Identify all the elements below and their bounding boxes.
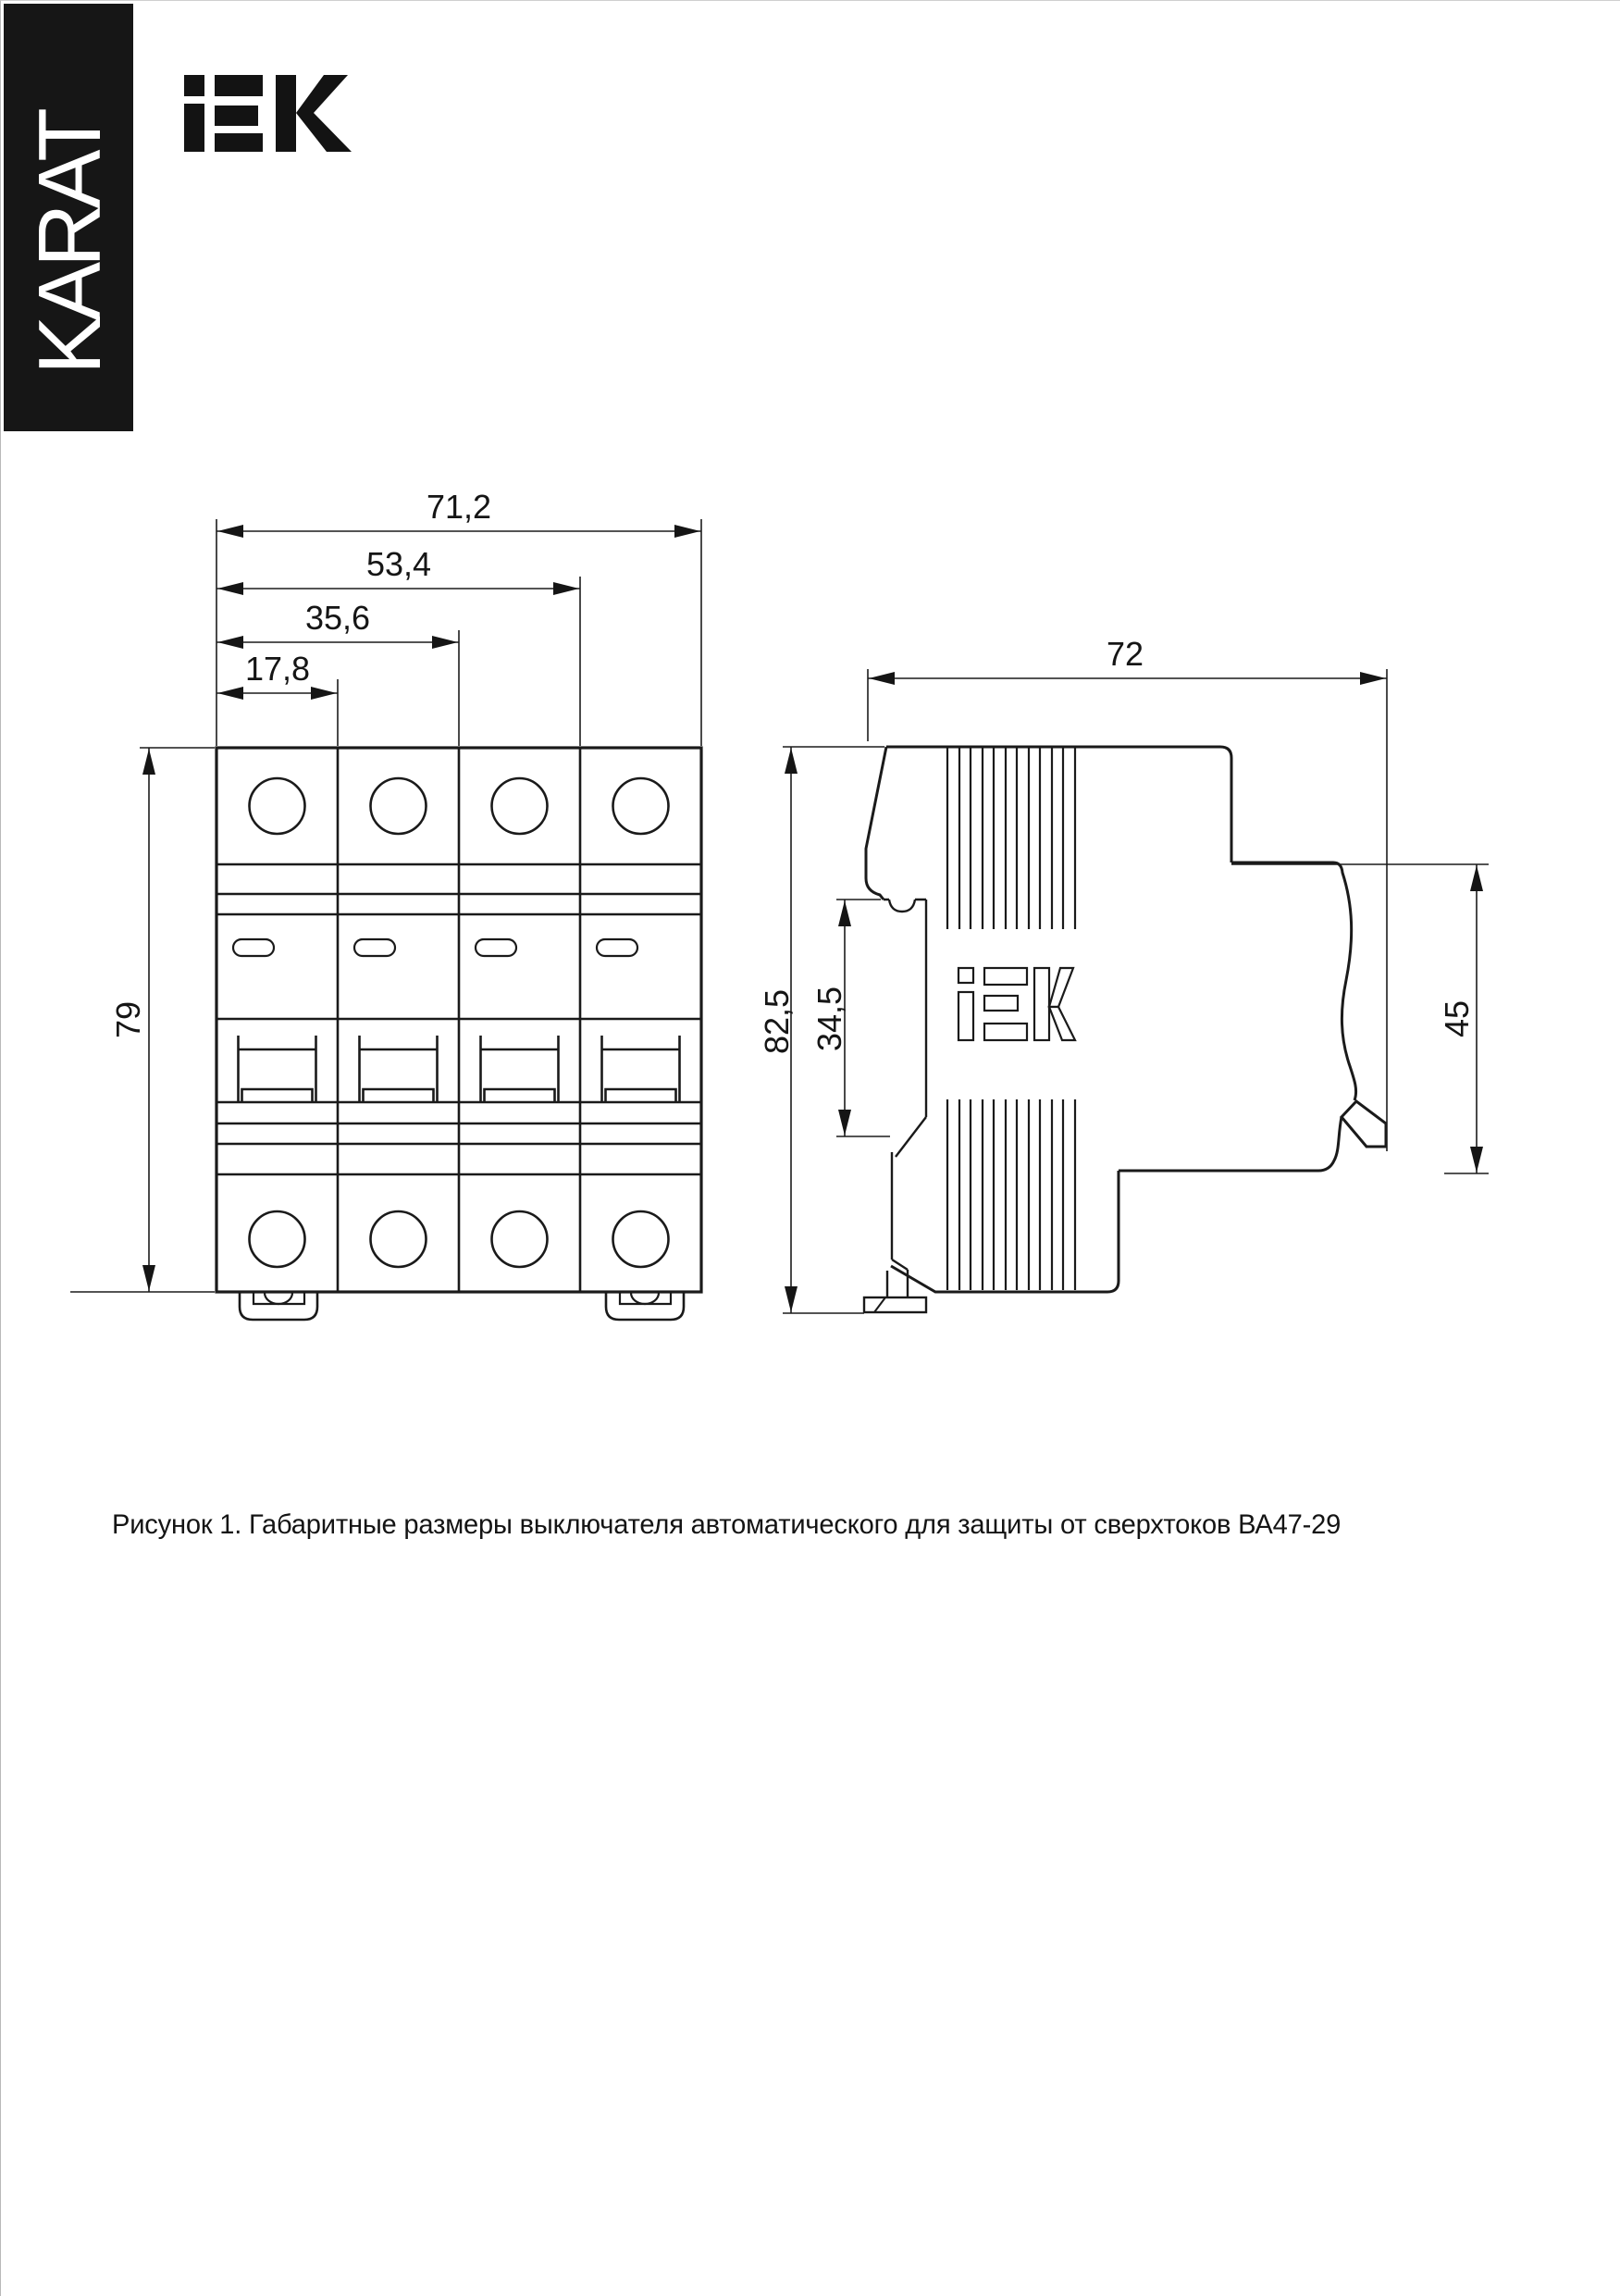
iek-logo-icon <box>184 75 352 152</box>
ribs-top <box>947 747 1075 929</box>
dim-front-height: 79 <box>109 1000 147 1039</box>
dim-side-height-total: 82,5 <box>758 988 796 1055</box>
karat-banner <box>4 4 133 431</box>
side-view-dimensions <box>783 669 1489 1313</box>
side-view <box>864 747 1386 1312</box>
banner-brand-text: KARAT <box>20 113 119 375</box>
front-view-dimensions <box>70 519 701 1292</box>
figure-drawing <box>1 1 1620 2296</box>
ribs-bottom <box>947 1099 1075 1290</box>
dim-front-section: 45 <box>1438 999 1476 1038</box>
din-mount-plate <box>864 900 926 1312</box>
marking-windows <box>233 939 637 956</box>
figure-caption: Рисунок 1. Габаритные размеры выключателя автоматического для защиты от сверхтоков ВА47-29 <box>112 1509 1342 1540</box>
dim-width-three-pole: 53,4 <box>365 545 432 583</box>
dim-din-recess: 34,5 <box>810 986 848 1052</box>
front-view-dimension-arrows <box>142 525 700 1291</box>
front-view <box>216 748 701 1320</box>
dim-width-one-pole: 17,8 <box>244 650 311 688</box>
dim-width-total: 71,2 <box>426 488 492 526</box>
side-toggle-handle <box>1342 1101 1386 1147</box>
side-view-dimension-arrows <box>785 672 1483 1312</box>
dim-depth: 72 <box>1106 635 1144 673</box>
dim-width-two-pole: 35,6 <box>304 599 371 637</box>
din-rail-tabs <box>240 1292 684 1320</box>
iek-embossed-logo-icon <box>958 968 1075 1040</box>
